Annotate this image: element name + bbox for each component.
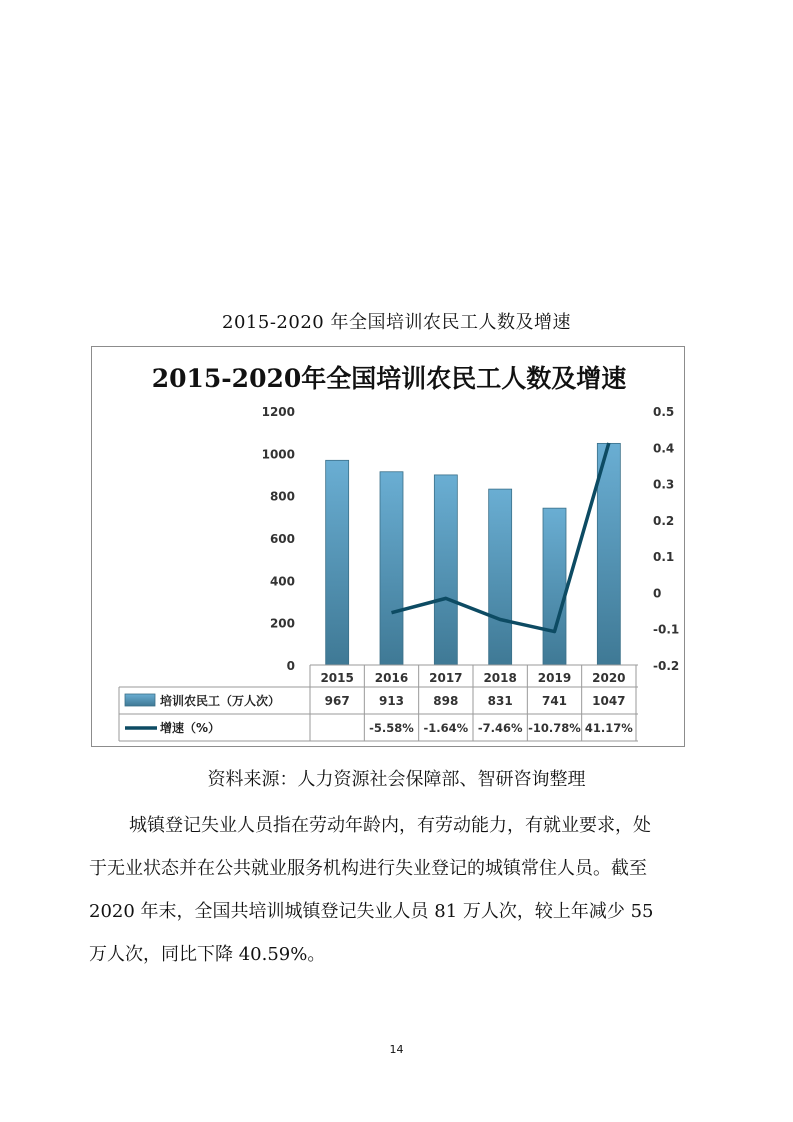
growth-data-label: 41.17% xyxy=(584,721,633,735)
chart-frame xyxy=(91,346,685,747)
legend-bar-label: 培训农民工（万人次） xyxy=(160,694,281,708)
y-tick-label: 200 xyxy=(269,616,295,631)
x-tick-label: 2016 xyxy=(374,671,409,685)
body-paragraph xyxy=(89,804,709,976)
chart-svg xyxy=(92,347,686,748)
x-tick-label: 2019 xyxy=(537,671,572,685)
x-tick-label: 2017 xyxy=(429,671,463,685)
bar-data-label: 1047 xyxy=(592,694,626,708)
legend-bar-swatch xyxy=(125,694,155,706)
chart-title: 2015-2020年全国培训农民工人数及增速 xyxy=(151,364,627,393)
bar xyxy=(326,460,349,665)
bar-data-label: 831 xyxy=(487,694,513,708)
paragraph-line: 2020 年末，全国共培训城镇登记失业人员 81 万人次，较上年减少 55 xyxy=(89,901,654,922)
y2-tick-label: -0.2 xyxy=(653,659,680,673)
y-tick-label: 1200 xyxy=(261,405,295,419)
growth-data-label: -5.58% xyxy=(369,721,414,735)
bar-data-label: 967 xyxy=(324,694,350,708)
page-number: 14 xyxy=(389,1043,404,1056)
y2-tick-label: 0.5 xyxy=(653,405,675,419)
x-tick-label: 2018 xyxy=(483,671,517,685)
legend-line-label: 增速（%） xyxy=(160,721,221,735)
y-tick-label: 400 xyxy=(269,574,295,589)
paragraph-line: 城镇登记失业人员指在劳动年龄内，有劳动能力，有就业要求，处 xyxy=(129,815,651,836)
y2-tick-label: 0.2 xyxy=(653,513,675,528)
growth-data-label: -10.78% xyxy=(528,721,581,735)
y2-tick-label: 0 xyxy=(653,586,662,601)
y2-tick-label: 0.4 xyxy=(653,441,675,456)
y2-tick-label: -0.1 xyxy=(653,622,680,637)
growth-data-label: -7.46% xyxy=(477,721,523,735)
source-note: 资料来源：人力资源社会保障部、智研咨询整理 xyxy=(207,769,586,790)
x-tick-label: 2015 xyxy=(320,671,354,685)
y-tick-label: 1000 xyxy=(261,447,295,462)
bar-data-label: 913 xyxy=(378,694,405,708)
bar-data-label: 898 xyxy=(433,694,459,708)
bar-data-label: 741 xyxy=(541,694,568,708)
growth-data-label: -1.64% xyxy=(423,721,469,735)
y-tick-label: 800 xyxy=(269,489,295,504)
y-tick-label: 0 xyxy=(286,659,295,673)
paragraph-line: 于无业状态并在公共就业服务机构进行失业登记的城镇常住人员。截至 xyxy=(89,858,647,879)
bar xyxy=(380,472,403,665)
paragraph-line: 万人次，同比下降 40.59%。 xyxy=(89,944,326,965)
y2-tick-label: 0.3 xyxy=(653,477,675,492)
bar xyxy=(543,508,566,665)
figure-caption: 2015-2020 年全国培训农民工人数及增速 xyxy=(222,312,571,333)
bar xyxy=(489,489,512,665)
x-tick-label: 2020 xyxy=(592,671,626,685)
y2-tick-label: 0.1 xyxy=(653,550,675,565)
bar xyxy=(434,475,457,665)
y-tick-label: 600 xyxy=(269,532,295,546)
